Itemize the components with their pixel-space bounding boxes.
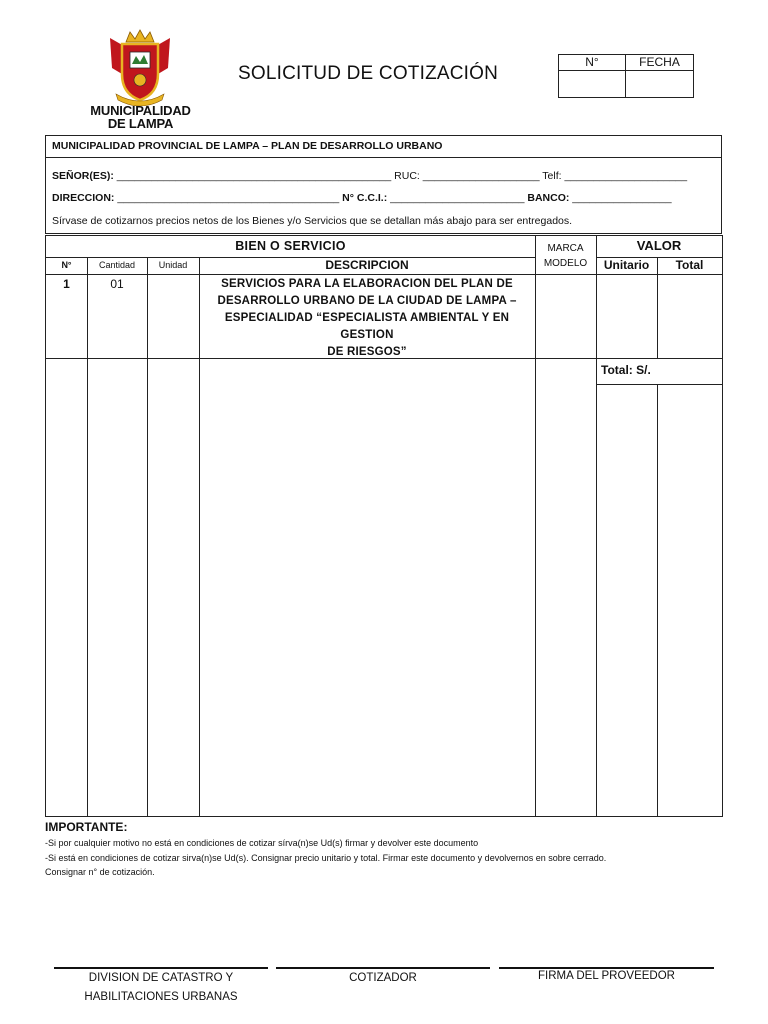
signature-catastro-line2: HABILITACIONES URBANAS	[84, 991, 238, 1003]
important-note: -Si está en condiciones de cotizar sirva(n)se Ud(s). Consignar precio unitario y total. Firmar este documento y devolvernos en sobre cerrado.	[45, 853, 607, 863]
cci-field: _______________________	[390, 192, 525, 204]
direccion-row	[52, 192, 672, 204]
logo-text	[88, 104, 193, 130]
box-header-line	[559, 70, 693, 71]
col-descripcion-header: DESCRIPCION	[325, 258, 409, 272]
row-descripcion	[199, 276, 535, 361]
marca-label: MARCA	[547, 243, 584, 254]
col-line	[535, 236, 536, 816]
col-cantidad-header: Cantidad	[98, 260, 136, 270]
row-cantidad: 01	[110, 277, 124, 291]
marca-modelo-header	[535, 241, 596, 271]
cci-label: N° C.C.I.:	[342, 192, 388, 204]
senor-label: SEÑOR(ES):	[52, 170, 114, 182]
page-title: SOLICITUD DE COTIZACIÓN	[238, 63, 499, 84]
col-n-header: N°	[61, 260, 72, 270]
telf-label: Telf:	[542, 170, 562, 182]
signature-catastro	[54, 969, 268, 1007]
signature-cotizador: COTIZADOR	[349, 972, 417, 984]
instruction-text: Sírvase de cotizarnos precios netos de los Bienes y/o Servicios que se detallan más abajo para ser entregados.	[52, 215, 573, 227]
signature-proveedor: FIRMA DEL PROVEEDOR	[538, 970, 675, 982]
entity-name: MUNICIPALIDAD PROVINCIAL DE LAMPA – PLAN DE DESARROLLO URBANO	[52, 140, 443, 152]
important-note: -Si por cualquier motivo no está en condiciones de cotizar sírva(n)se Ud(s) firmar y devolver este documento	[45, 838, 479, 848]
ruc-label: RUC:	[394, 170, 420, 182]
col-line	[147, 257, 148, 816]
number-label: N°	[585, 55, 599, 69]
banco-label: BANCO:	[527, 192, 570, 204]
supplier-info-box	[45, 135, 722, 234]
col-line	[87, 257, 88, 816]
important-heading: IMPORTANTE:	[45, 820, 128, 834]
box-divider	[625, 55, 626, 97]
senor-row	[52, 170, 687, 182]
col-unidad-header: Unidad	[158, 260, 188, 270]
descripcion-line: DE RIESGOS”	[327, 346, 407, 358]
ruc-field: ____________________	[422, 170, 540, 182]
col-total-header: Total	[675, 258, 704, 272]
info-divider	[46, 157, 721, 158]
banco-field: _________________	[572, 192, 672, 204]
descripcion-line: ESPECIALIDAD “ESPECIALISTA AMBIENTAL Y EN GESTION	[224, 312, 510, 341]
row-n: 1	[63, 277, 70, 291]
date-label: FECHA	[639, 55, 680, 69]
logo-line1: MUNICIPALIDAD	[90, 103, 191, 118]
total-label: Total: S/.	[601, 363, 651, 377]
logo-line2: DE LAMPA	[107, 116, 174, 131]
senor-field: _______________________________________________	[116, 170, 392, 182]
direccion-field: ______________________________________	[117, 192, 340, 204]
col-line	[596, 236, 597, 816]
col-unitario-header: Unitario	[603, 258, 650, 272]
signature-catastro-line1: DIVISION DE CATASTRO Y	[88, 972, 234, 984]
valor-header: VALOR	[636, 238, 682, 253]
bien-servicio-header: BIEN O SERVICIO	[235, 239, 346, 253]
row-line	[46, 274, 722, 275]
descripcion-line: SERVICIOS PARA LA ELABORACION DEL PLAN DE	[221, 278, 513, 290]
modelo-label: MODELO	[543, 258, 588, 269]
number-date-box	[558, 54, 694, 98]
descripcion-line: DESARROLLO URBANO DE LA CIUDAD DE LAMPA –	[217, 295, 517, 307]
direccion-label: DIRECCION:	[52, 192, 115, 204]
important-note: Consignar n° de cotización.	[45, 867, 155, 877]
items-table	[45, 235, 723, 817]
col-line	[657, 384, 658, 816]
col-line	[657, 257, 658, 358]
row-line	[596, 384, 722, 385]
telf-field: _____________________	[564, 170, 688, 182]
